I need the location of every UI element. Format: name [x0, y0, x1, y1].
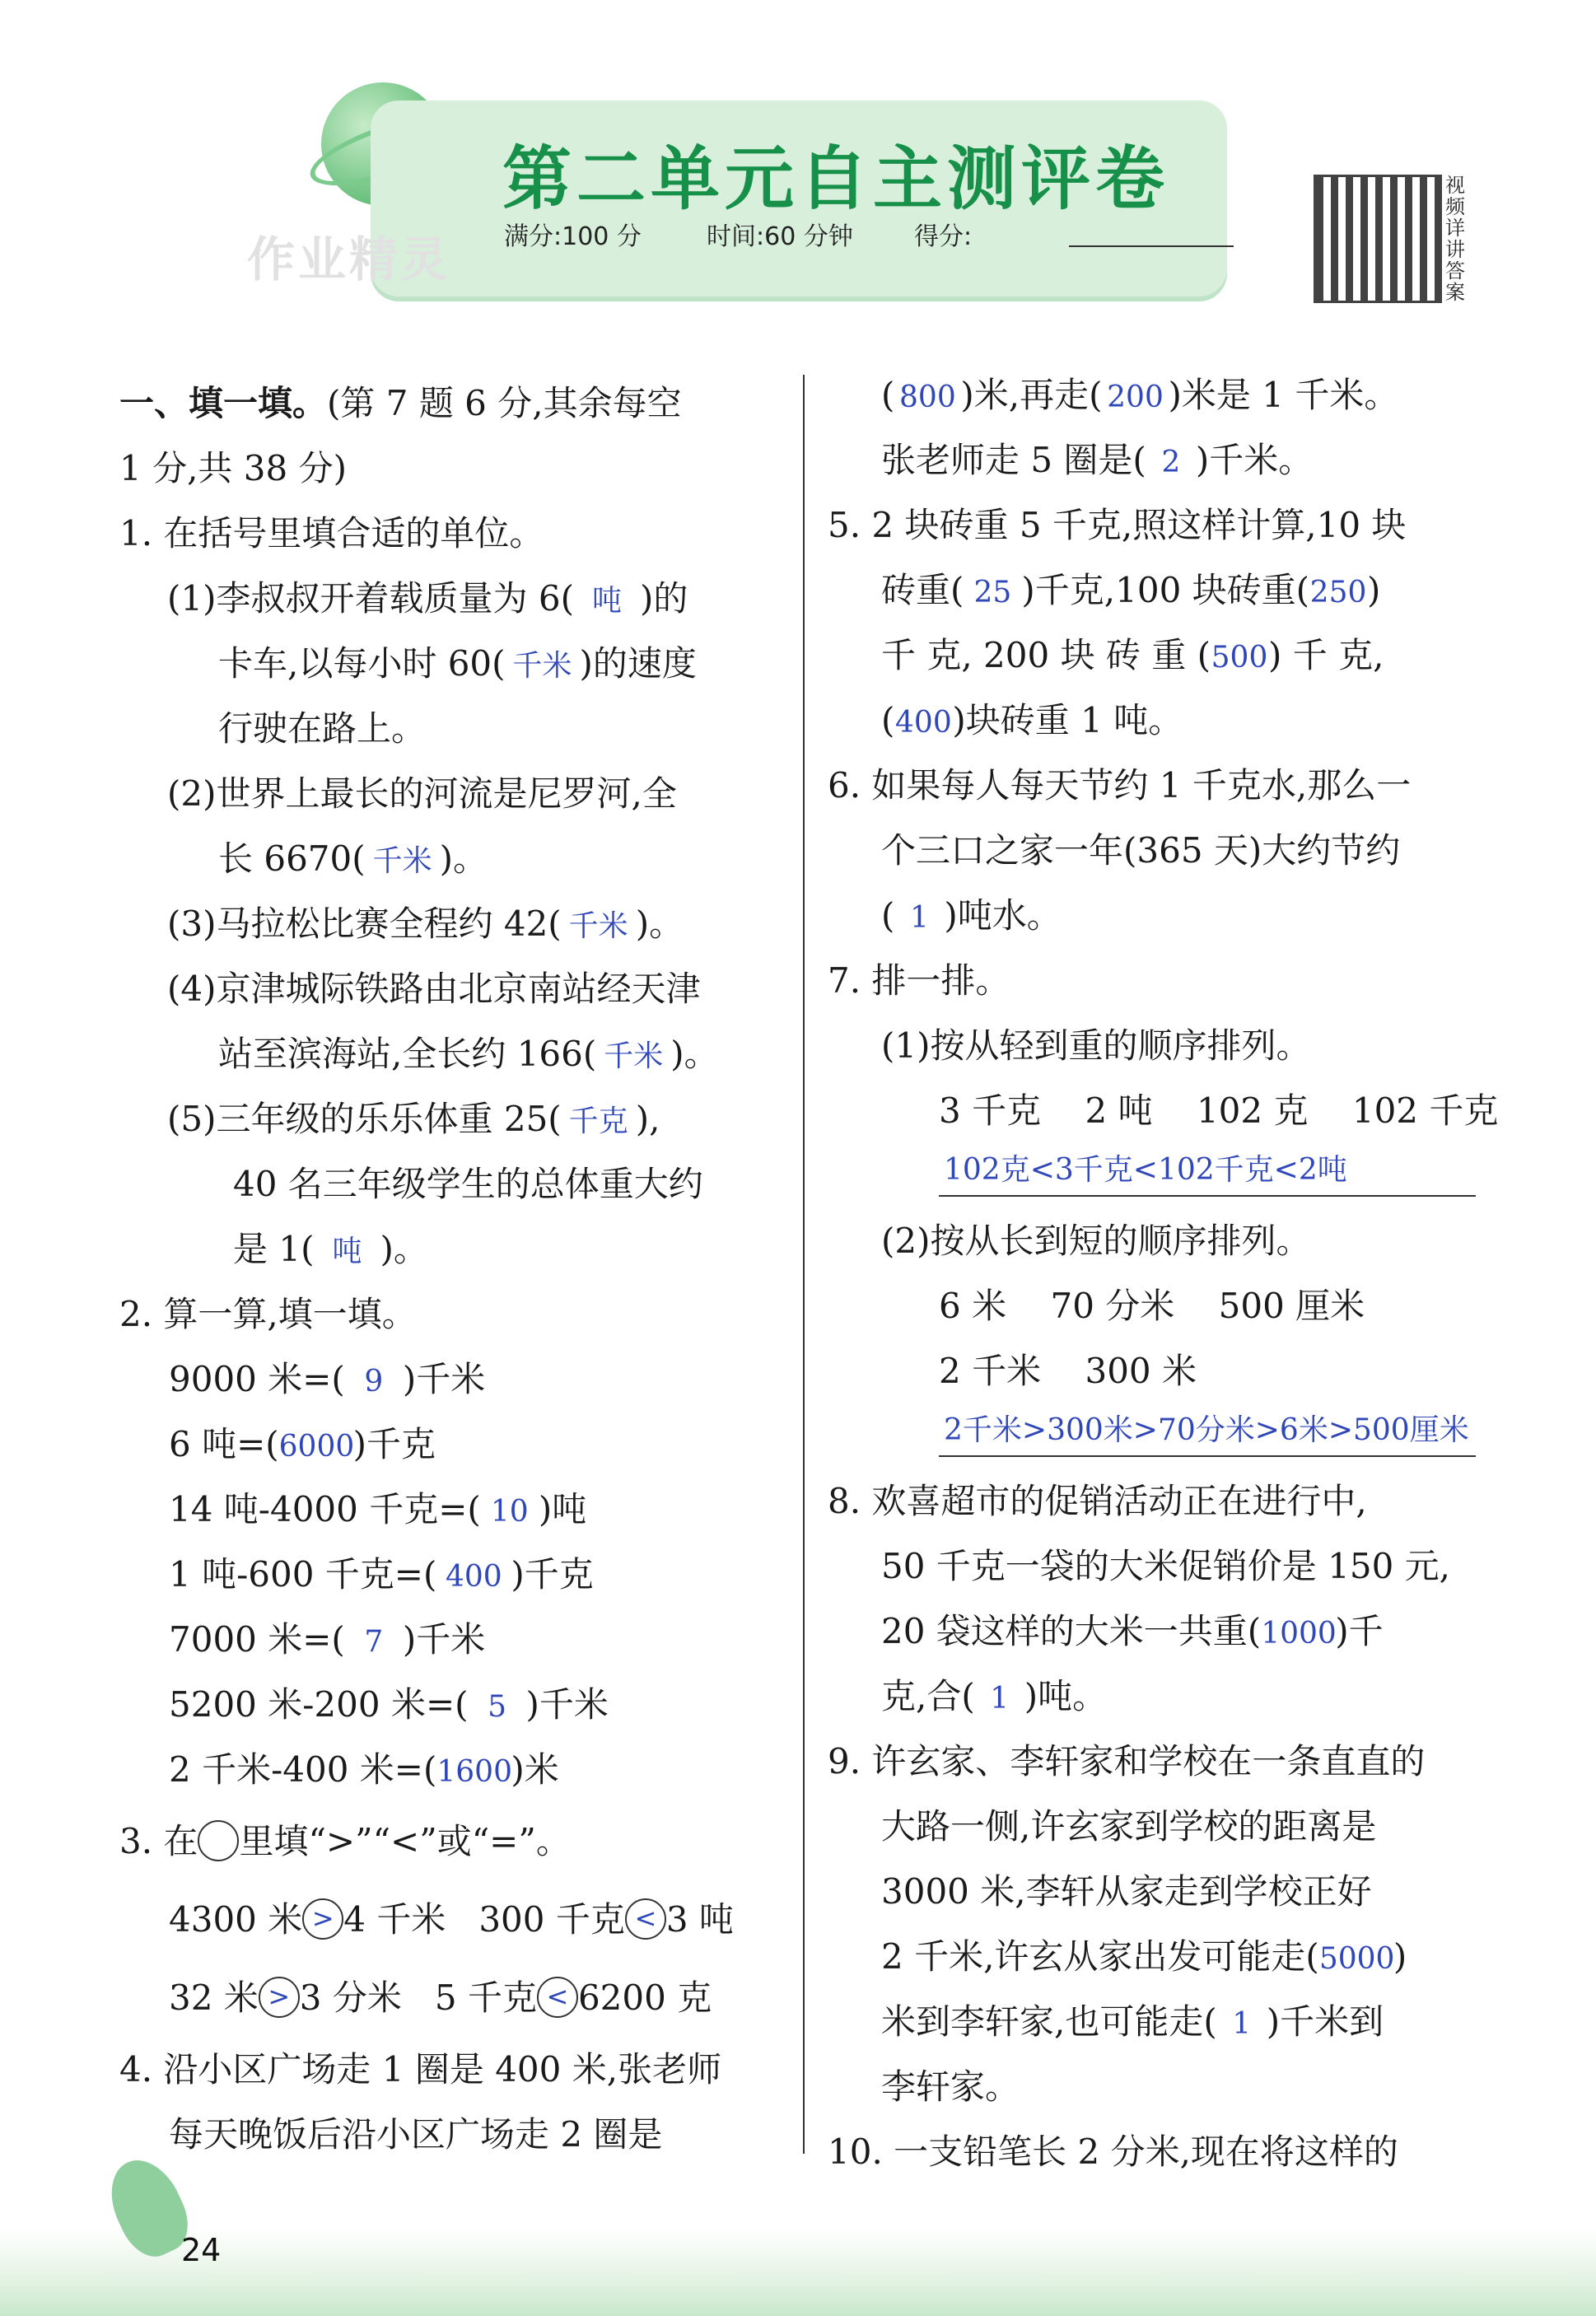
q5-text: 砖重(: [881, 570, 964, 610]
answer: 5000: [1318, 1942, 1395, 1976]
q1-1-text-end: )的: [639, 578, 688, 619]
q1-4-text-end: )。: [670, 1034, 719, 1074]
calc-unit: )千克: [352, 1424, 436, 1464]
q9-text: 大路一侧,许玄家到学校的距离是: [881, 1806, 1377, 1847]
q9-text: 3000 米,李轩从家走到学校正好: [881, 1871, 1372, 1912]
question-7: 7. 排一排。: [828, 960, 1010, 1001]
qr-code[interactable]: [1314, 175, 1442, 303]
q5-text: )块砖重 1 吨。: [952, 700, 1183, 740]
answer: 400: [446, 1560, 502, 1594]
q1-1-text-b-end: )的速度: [579, 643, 697, 684]
answer: 400: [895, 706, 952, 740]
answer: 500: [1211, 641, 1268, 675]
answer: 250: [1309, 576, 1367, 609]
full-score: 满分:100 分: [504, 222, 642, 251]
compare-right: 3 吨: [665, 1899, 734, 1940]
q8-text: )吨。: [1024, 1676, 1108, 1716]
calc-unit: )千米: [402, 1619, 486, 1660]
question-3-rest: 里填“>”“<”或“=”。: [239, 1821, 571, 1861]
question-1: 1. 在括号里填合适的单位。: [119, 513, 544, 553]
answer: 9: [364, 1365, 384, 1398]
calc-unit: )千米: [525, 1684, 609, 1725]
q5-text: ) 千 克,: [1268, 635, 1384, 675]
q9-text: 2 千米,许玄从家出发可能走(: [881, 1936, 1319, 1977]
answer: 1: [990, 1682, 1010, 1716]
q9-text: 米到李轩家,也可能走(: [881, 2001, 1217, 2042]
answer: 千米: [604, 1039, 664, 1073]
section-note-cont: 1 分,共 38 分): [119, 448, 347, 488]
q9-text: 李轩家。: [881, 2066, 1020, 2107]
calc-text: 5200 米-200 米=(: [169, 1684, 469, 1725]
answer: 千米: [568, 909, 628, 943]
q7-1-text: (1)按从轻到重的顺序排列。: [881, 1025, 1311, 1066]
q7-2-items: 2 千米 300 米: [939, 1351, 1197, 1391]
q8-text: 50 千克一袋的大米促销价是 150 元,: [881, 1546, 1451, 1586]
answer: 1: [1232, 2007, 1252, 2041]
compare-left: 4300 米: [169, 1899, 303, 1940]
question-9: 9. 许玄家、李轩家和学校在一条直直的: [828, 1741, 1426, 1781]
page-number: 24: [181, 2232, 222, 2268]
compare-left: 300 千克: [478, 1899, 625, 1940]
question-10: 10. 一支铅笔长 2 分米,现在将这样的: [828, 2132, 1398, 2172]
calc-text: 9000 米=(: [169, 1359, 345, 1399]
question-4: 4. 沿小区广场走 1 圈是 400 米,张老师: [119, 2049, 722, 2090]
question-2: 2. 算一算,填一填。: [119, 1294, 417, 1334]
q5-text: 千 克, 200 块 砖 重 (: [881, 635, 1211, 675]
question-8: 8. 欢喜超市的促销活动正在进行中,: [828, 1481, 1367, 1521]
qr-label: 视频详讲答案: [1445, 174, 1465, 304]
q6-text: 个三口之家一年(365 天)大约节约: [881, 830, 1401, 871]
q8-text: 20 袋这样的大米一共重(: [881, 1611, 1262, 1651]
section-title: 一、填一填。: [119, 383, 328, 423]
q1-2-text-b: 长 6670(: [218, 838, 366, 879]
q9-text: )千米到: [1266, 2001, 1384, 2042]
q8-text: 克,合(: [881, 1676, 975, 1716]
compare-right: 3 分米: [299, 1977, 402, 2018]
q1-3-text-end: )。: [635, 904, 684, 944]
compare-right: 4 千米: [343, 1899, 446, 1940]
calc-text: 6 吨=(: [169, 1424, 279, 1464]
q4-text: )千米。: [1195, 440, 1314, 480]
q4-text: 张老师走 5 圈是(: [881, 440, 1146, 480]
q1-5-text-c: 是 1(: [233, 1229, 315, 1269]
answer: 25: [973, 576, 1012, 609]
score-blank: [1069, 245, 1234, 247]
q1-4-text: (4)京津城际铁路由北京南站经天津: [167, 969, 701, 1009]
q7-1-items: 3 千克 2 吨 102 克 102 千克: [939, 1090, 1499, 1131]
q4-text: )米,再走(: [960, 375, 1103, 415]
q7-1-answer: 102克<3千克<102千克<2吨: [939, 1146, 1476, 1197]
compare-answer: <: [537, 1977, 578, 2018]
calc-unit: )吨: [538, 1489, 587, 1529]
answer: 1000: [1261, 1617, 1337, 1651]
q1-1-text-b: 卡车,以每小时 60(: [218, 643, 506, 684]
compare-answer: >: [259, 1977, 300, 2018]
calc-unit: )千米: [402, 1359, 486, 1399]
answer: 吨: [591, 584, 622, 618]
q1-5-text-c-end: )。: [380, 1229, 428, 1269]
compare-answer: >: [302, 1898, 343, 1940]
calc-unit: )米: [511, 1749, 559, 1790]
q9-text: ): [1393, 1936, 1407, 1977]
answer: 1600: [436, 1755, 512, 1789]
calc-unit: )千克: [511, 1554, 594, 1595]
q1-2-text: (2)世界上最长的河流是尼罗河,全: [167, 773, 677, 814]
answer: 800: [899, 381, 956, 414]
q7-2-answer: 2千米>300米>70分米>6米>500厘米: [939, 1406, 1476, 1457]
calc-text: 2 千米-400 米=(: [169, 1749, 437, 1790]
answer: 千米: [512, 649, 572, 683]
q5-text: (: [881, 700, 895, 740]
q1-2-text-end: )。: [439, 838, 488, 879]
answer: 10: [490, 1495, 529, 1529]
q6-text: (: [881, 895, 895, 936]
q1-5-text-end: ),: [635, 1099, 660, 1139]
q1-5-text: (5)三年级的乐乐体重 25(: [167, 1099, 562, 1139]
compare-answer: <: [625, 1898, 666, 1940]
calc-text: 1 吨-600 千克=(: [169, 1554, 437, 1595]
q8-text: )千: [1335, 1611, 1384, 1651]
q6-text: )吨水。: [944, 895, 1062, 936]
answer: 5: [488, 1690, 506, 1724]
compare-left: 32 米: [169, 1977, 259, 2018]
answer: 吨: [332, 1235, 362, 1268]
q1-1-text-c: 行驶在路上。: [218, 708, 427, 749]
q4-text: )米是 1 千米。: [1168, 375, 1399, 415]
calc-text: 7000 米=(: [169, 1619, 345, 1660]
question-6: 6. 如果每人每天节约 1 千克水,那么一: [828, 765, 1412, 805]
q1-4-text-b: 站至滨海站,全长约 166(: [218, 1034, 597, 1074]
q5-text: ): [1367, 570, 1381, 610]
q1-1-text: (1)李叔叔开着载质量为 6(: [167, 578, 574, 619]
answer: 7: [364, 1625, 384, 1659]
page-title: 第二单元自主测评卷: [502, 138, 1170, 219]
column-divider: [803, 375, 805, 2154]
question-3: 3. 在: [119, 1821, 198, 1861]
time-limit: 时间:60 分钟: [707, 222, 853, 251]
watermark: 作业精灵: [247, 231, 452, 287]
answer: 千克: [568, 1104, 628, 1138]
compare-right: 6200 克: [577, 1977, 712, 2018]
q7-2-items: 6 米 70 分米 500 厘米: [939, 1286, 1365, 1326]
answer: 千米: [372, 844, 432, 878]
q7-2-text: (2)按从长到短的顺序排列。: [881, 1221, 1311, 1261]
compare-left: 5 千克: [434, 1977, 537, 2018]
answer: 2: [1161, 446, 1181, 479]
answer: 200: [1107, 381, 1164, 414]
score-label: 得分:: [914, 222, 973, 251]
footer-band: [0, 2228, 1596, 2316]
q1-3-text: (3)马拉松比赛全程约 42(: [167, 904, 562, 944]
q5-text: )千克,100 块砖重(: [1021, 570, 1310, 610]
right-column: [828, 362, 1499, 2184]
q4-text: (: [881, 375, 895, 415]
section-note: (第 7 题 6 分,其余每空: [327, 383, 682, 423]
answer: 6000: [278, 1430, 355, 1464]
question-4-cont: 每天晚饭后沿小区广场走 2 圈是: [169, 2114, 663, 2155]
compare-circle-icon: [198, 1820, 239, 1861]
calc-text: 14 吨-4000 千克=(: [169, 1489, 481, 1529]
question-5: 5. 2 块砖重 5 千克,照这样计算,10 块: [828, 505, 1407, 545]
q1-5-text-b: 40 名三年级学生的总体重大约: [233, 1164, 703, 1204]
left-column: [119, 371, 786, 2167]
answer: 1: [909, 901, 929, 935]
